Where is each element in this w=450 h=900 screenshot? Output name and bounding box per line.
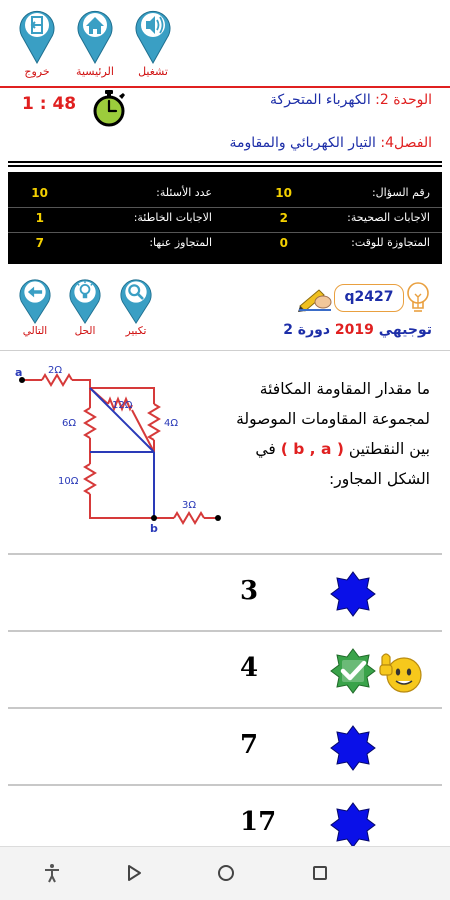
resistor-6ohm (85, 408, 95, 438)
skipped-value: 7 (35, 236, 44, 250)
header-divider (0, 86, 450, 88)
resistor-4ohm (149, 404, 159, 440)
session-prefix: توجيهي (378, 322, 432, 338)
option-3[interactable] (0, 710, 450, 784)
wrong-value: 1 (35, 211, 44, 225)
correct-label: الاجابات الصحيحة: (347, 211, 430, 224)
option-2-value: 4 (240, 653, 259, 683)
home-label: الرئيسية (76, 65, 114, 78)
correct-check-icon[interactable] (330, 648, 376, 694)
chapter-title (229, 135, 432, 151)
question-id: q2427 (334, 284, 404, 312)
question-number-label: رقم السؤال: (371, 186, 430, 199)
circuit-diagram (12, 364, 232, 536)
triangle-play-icon (124, 863, 144, 883)
thumbs-up-emoji-icon (376, 647, 424, 695)
unit-name: الكهرباء المتحركة (270, 92, 371, 108)
countdown-timer: 1 : 48 (22, 94, 77, 114)
circle-home-icon (216, 863, 236, 883)
timeout-value: 0 (279, 236, 288, 250)
stopwatch-icon (92, 89, 126, 131)
question-end-text: في الشكل المجاور: (255, 440, 430, 488)
chapter-label: الفصل4: (380, 135, 432, 151)
exit-button[interactable] (13, 6, 61, 78)
lightbulb-outline-icon (405, 280, 431, 320)
speaker-icon (133, 6, 173, 64)
star-badge-icon[interactable] (330, 571, 376, 617)
option-divider (8, 630, 442, 632)
option-4[interactable] (0, 787, 450, 845)
home-icon (75, 6, 115, 64)
point-b-label: b (150, 522, 158, 535)
option-4-value: 17 (240, 807, 277, 837)
question-text (220, 374, 430, 494)
r6-label: 3Ω (182, 500, 197, 511)
total-questions-value: 10 (31, 186, 48, 200)
home-nav-button[interactable] (216, 863, 236, 887)
question-divider (0, 350, 450, 351)
total-questions-label: عدد الأسئلة: (156, 186, 212, 199)
option-divider (8, 707, 442, 709)
solution-button[interactable] (61, 276, 109, 337)
stats-row (8, 228, 442, 258)
question-number-value: 10 (275, 186, 292, 200)
accessibility-icon (42, 863, 62, 883)
option-divider (8, 553, 442, 555)
arrow-left-icon (17, 276, 53, 324)
option-2[interactable] (0, 633, 450, 707)
option-3-value: 7 (240, 730, 259, 760)
point-a-label: a (15, 366, 23, 379)
stats-panel (8, 172, 442, 264)
exam-session (283, 322, 432, 338)
play-button[interactable] (129, 6, 177, 78)
back-button[interactable] (124, 863, 144, 887)
section-divider (8, 161, 442, 167)
lightbulb-icon (67, 276, 103, 324)
system-navigation-bar (0, 846, 450, 900)
skipped-label: المتجاوز عنها: (149, 236, 212, 249)
r1-label: 2Ω (48, 365, 63, 376)
option-divider (8, 784, 442, 786)
zoom-label: تكبير (125, 325, 147, 337)
wrong-label: الاجابات الخاطئة: (133, 211, 212, 224)
play-label: تشغيل (138, 65, 168, 78)
star-badge-icon[interactable] (330, 725, 376, 771)
accessibility-button[interactable] (42, 863, 62, 887)
unit-title (270, 92, 432, 108)
r3-label: 6Ω (62, 418, 77, 429)
solution-label: الحل (74, 325, 96, 337)
unit-label: الوحدة 2: (375, 92, 432, 108)
zoom-button[interactable] (112, 276, 160, 337)
option-1-value: 3 (240, 576, 259, 606)
resistor-2ohm (42, 375, 72, 385)
question-main-text: ما مقدار المقاومة المكافئة لمجموعة المقاومات الموصولة بين النقطتين (236, 380, 430, 458)
r5-label: 10Ω (58, 476, 79, 487)
resistor-10ohm (85, 464, 95, 494)
timeout-label: المتجاوزة للوقت: (351, 236, 430, 249)
chapter-name: التيار الكهربائي والمقاومة (229, 135, 376, 151)
resistor-3ohm (174, 513, 204, 523)
option-1[interactable] (0, 556, 450, 630)
pencil-hand-icon (297, 284, 333, 316)
r4-label: 4Ω (164, 418, 179, 429)
recents-button[interactable] (310, 863, 330, 887)
session-suffix: دورة 2 (283, 322, 331, 338)
exit-door-icon (17, 6, 57, 64)
session-year: 2019 (334, 322, 374, 338)
question-points: ( b , a ) (280, 440, 344, 458)
star-badge-icon[interactable] (330, 802, 376, 848)
next-label: التالي (22, 325, 48, 337)
next-button[interactable] (11, 276, 59, 337)
top-toolbar (0, 0, 450, 86)
correct-value: 2 (279, 211, 288, 225)
magnifier-icon (118, 276, 154, 324)
square-recents-icon (310, 863, 330, 883)
home-button[interactable] (71, 6, 119, 78)
r2-label: 12Ω (112, 400, 133, 411)
exit-label: خروج (24, 65, 50, 78)
